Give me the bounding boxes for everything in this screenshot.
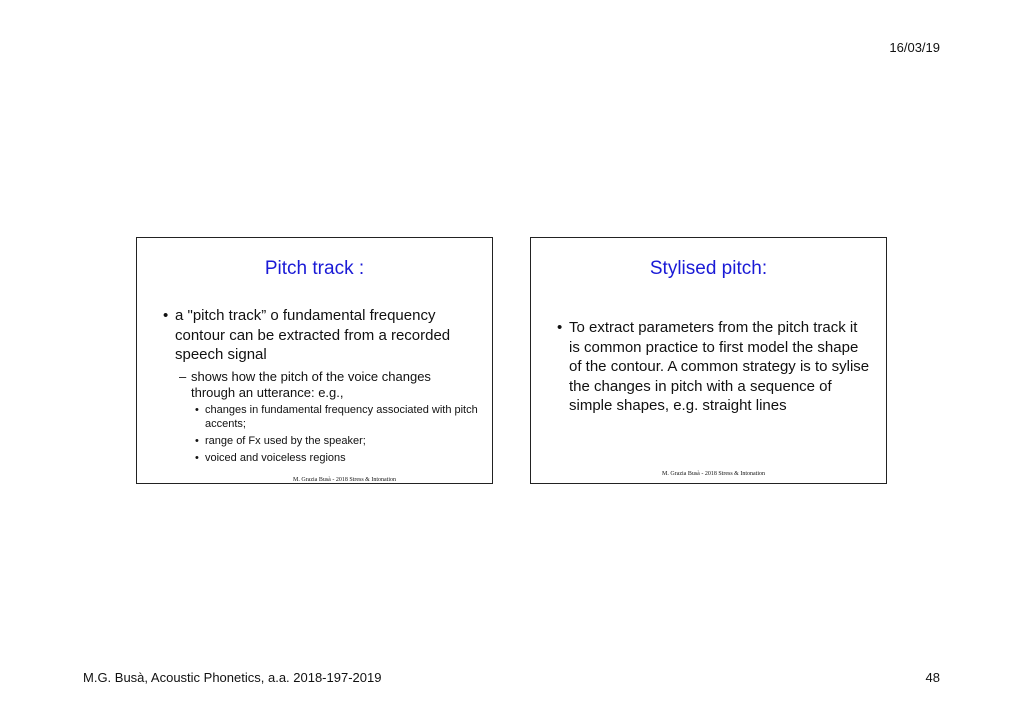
slide-thumbnail-stylised-pitch bbox=[530, 237, 887, 484]
course-footer: M.G. Busà, Acoustic Phonetics, a.a. 2018-197-2019 bbox=[83, 670, 382, 685]
bullet-marker: • bbox=[163, 307, 169, 324]
bullet-text: a "pitch track” o fundamental frequency contour can be extracted from a recorded speech signal bbox=[175, 307, 451, 363]
sub-sub-bullet-item bbox=[163, 434, 478, 448]
bullet-marker: • bbox=[195, 451, 199, 464]
sub-bullet-text: shows how the pitch of the voice changes through an utterance: e.g., bbox=[191, 368, 431, 400]
date-stamp: 16/03/19 bbox=[889, 40, 940, 55]
slide-content bbox=[163, 306, 478, 468]
slide-content bbox=[557, 318, 872, 420]
bullet-marker: • bbox=[195, 434, 199, 447]
slide-footer: M. Grazia Busà - 2018 Stress & Intonation bbox=[662, 471, 765, 477]
sub-sub-bullet-text: voiced and voiceless regions bbox=[205, 451, 346, 464]
sub-sub-bullet-item bbox=[163, 403, 478, 431]
bullet-marker: • bbox=[557, 319, 563, 336]
slide-footer: M. Grazia Busà - 2018 Stress & Intonation bbox=[293, 477, 396, 483]
slide-title: Stylised pitch: bbox=[649, 258, 768, 279]
bullet-item bbox=[557, 318, 872, 416]
dash-marker: – bbox=[179, 368, 187, 384]
page-number: 48 bbox=[925, 670, 940, 685]
slide-title: Pitch track : bbox=[264, 258, 365, 279]
sub-sub-bullet-item bbox=[163, 451, 478, 465]
bullet-text: To extract parameters from the pitch track it is common practice to first model the shape of the contour. A common strategy is to sylise the changes in pitch with a sequence of simple shapes, e.g. straight lines bbox=[569, 319, 870, 414]
sub-sub-bullet-text: range of Fx used by the speaker; bbox=[205, 434, 366, 447]
sub-sub-bullet-text: changes in fundamental frequency associated with pitch accents; bbox=[205, 403, 478, 430]
bullet-marker: • bbox=[195, 403, 199, 416]
slide-thumbnail-pitch-track bbox=[136, 237, 493, 484]
sub-bullet-item bbox=[163, 369, 478, 401]
bullet-item bbox=[163, 306, 478, 365]
